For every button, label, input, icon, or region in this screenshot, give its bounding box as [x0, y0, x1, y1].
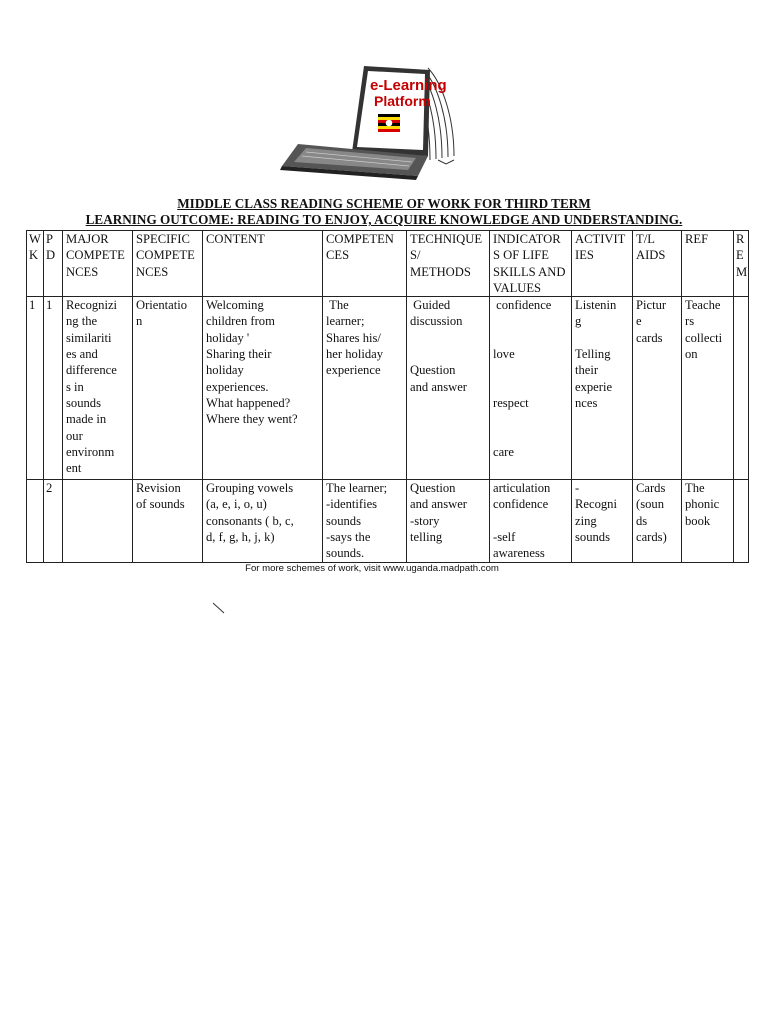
header-cell-tl-aids: T/L AIDS	[633, 231, 682, 297]
table-row	[27, 480, 749, 562]
table-cell: confidence love respect care	[490, 297, 572, 480]
table-cell: Guided discussion Question and answer	[407, 297, 490, 480]
uganda-flag-icon	[378, 114, 400, 132]
table-cell: The phonic book	[682, 480, 734, 562]
header-cell-pd: P D	[44, 231, 63, 297]
table-cell: Teache rs collecti on	[682, 297, 734, 480]
table-cell: Recognizi ng the similariti es and difference s in sounds made in our environm ent	[63, 297, 133, 480]
table-header-row	[27, 231, 749, 297]
table-cell: Listenin g Telling their experie nces	[572, 297, 633, 480]
table-cell: articulation confidence -self awareness	[490, 480, 572, 562]
table-cell: - Recogni zing sounds	[572, 480, 633, 562]
table-cell	[63, 480, 133, 562]
table-cell	[734, 480, 749, 562]
table-cell: Revision of sounds	[133, 480, 203, 562]
header-cell-activities: ACTIVIT IES	[572, 231, 633, 297]
table-cell: 1	[27, 297, 44, 480]
table-row	[27, 297, 749, 480]
table-cell: Welcoming children from holiday ' Sharing their holiday experiences. What happened? Where they went?	[203, 297, 323, 480]
header-cell-content: CONTENT	[203, 231, 323, 297]
learning-outcome-heading: LEARNING OUTCOME: READING TO ENJOY, ACQUIRE KNOWLEDGE AND UNDERSTANDING.	[85, 212, 683, 227]
table-cell: Question and answer -story telling	[407, 480, 490, 562]
header-cell-techniques: TECHNIQUE S/ METHODS	[407, 231, 490, 297]
table-cell: Pictur e cards	[633, 297, 682, 480]
table-cell: The learner; Shares his/ her holiday experience	[323, 297, 407, 480]
table-cell: Orientatio n	[133, 297, 203, 480]
table-cell	[27, 480, 44, 562]
header-cell-life-skills: INDICATOR S OF LIFE SKILLS AND VALUES	[490, 231, 572, 297]
table-cell: Grouping vowels (a, e, i, o, u) consonants ( b, c, d, f, g, h, j, k)	[203, 480, 323, 562]
table-cell: 1	[44, 297, 63, 480]
scheme-of-work-table	[26, 230, 749, 563]
header-cell-remarks: R E M	[734, 231, 749, 297]
table-cell	[734, 297, 749, 480]
e-learning-platform-logo	[278, 64, 464, 182]
logo-text-line1: e-Learning	[370, 77, 447, 94]
footer-link-text: For more schemes of work, visit www.uganda.madpath.com	[245, 563, 499, 574]
logo-text-line2: Platform	[374, 93, 431, 109]
stray-pen-mark	[212, 602, 226, 614]
header-cell-competences: COMPETEN CES	[323, 231, 407, 297]
table-cell: 2	[44, 480, 63, 562]
header-cell-specific-competences: SPECIFIC COMPETE NCES	[133, 231, 203, 297]
table-cell: The learner; -identifies sounds -says the sounds.	[323, 480, 407, 562]
document-title: MIDDLE CLASS READING SCHEME OF WORK FOR THIRD TERM	[177, 196, 591, 211]
table-cell: Cards (soun ds cards)	[633, 480, 682, 562]
header-cell-wk: W K	[27, 231, 44, 297]
header-cell-major-competences: MAJOR COMPETE NCES	[63, 231, 133, 297]
header-cell-ref: REF	[682, 231, 734, 297]
